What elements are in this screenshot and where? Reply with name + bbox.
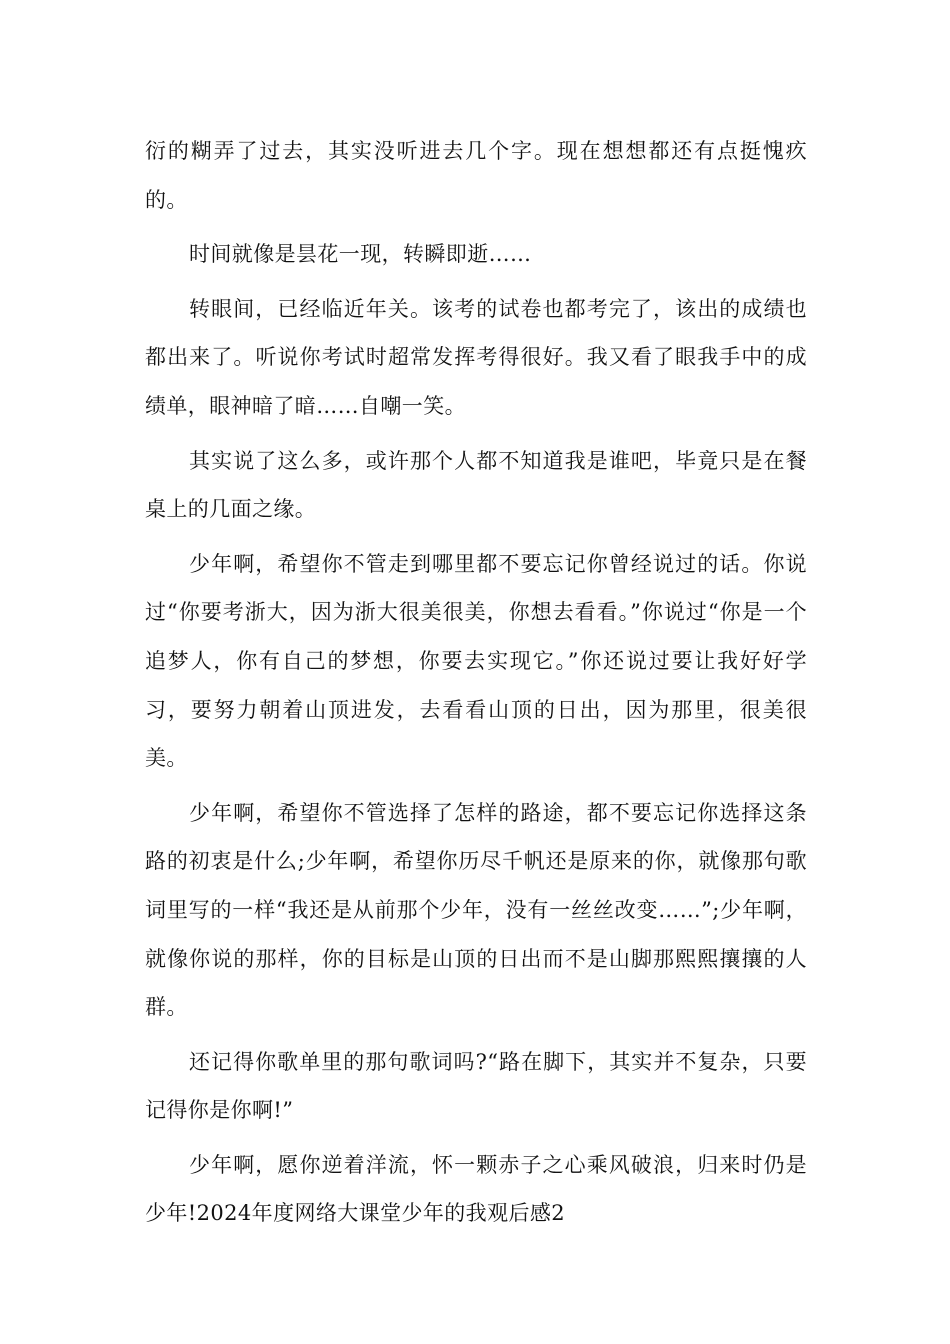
paragraph-continuation: 衍的糊弄了过去，其实没听进去几个字。现在想想都还有点挺愧疚的。 [145, 139, 807, 212]
document-body [145, 127, 807, 1244]
paragraph-remember-words: 少年啊，希望你不管走到哪里都不要忘记你曾经说过的话。你说过“你要考浙大，因为浙大很美很美，你想去看看。”你说过“你是一个追梦人，你有自己的梦想，你要去实现它。”你还说过要让我好好学习，要努力朝着山顶进发，去看看山顶的日出，因为那里，很美很美。 [145, 551, 807, 771]
paragraph-year-end: 转眼间，已经临近年关。该考的试卷也都考完了，该出的成绩也都出来了。听说你考试时超常发挥考得很好。我又看了眼我手中的成绩单，眼神暗了暗……自嘲一笑。 [145, 296, 807, 418]
paragraph-time-flies: 时间就像是昙花一现，转瞬即逝…… [189, 242, 532, 267]
paragraph-dinner-table: 其实说了这么多，或许那个人都不知道我是谁吧，毕竟只是在餐桌上的几面之缘。 [145, 448, 807, 522]
paragraph-song-lyric: 还记得你歌单里的那句歌词吗?“路在脚下，其实并不复杂，只要记得你是你啊!” [145, 1049, 807, 1123]
paragraph-closing: 少年啊，愿你逆着洋流，怀一颗赤子之心乘风破浪，归来时仍是少年!2024年度网络大课堂少年的我观后感2 [145, 1152, 807, 1226]
paragraph-original-intent: 少年啊，希望你不管选择了怎样的路途，都不要忘记你选择这条路的初衷是什么;少年啊，希望你历尽千帆还是原来的你，就像那句歌词里写的一样“我还是从前那个少年，没有一丝丝改变……”;少年啊，就像你说的那样，你的目标是山顶的日出而不是山脚那熙熙攘攘的人群。 [145, 800, 807, 1020]
